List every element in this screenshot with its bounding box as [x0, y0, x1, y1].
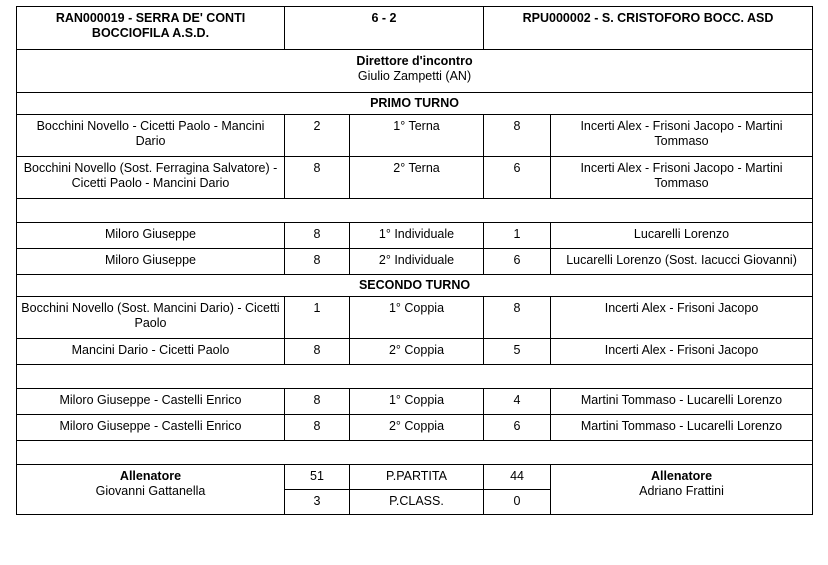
away-score: 6: [484, 415, 551, 441]
home-players: Miloro Giuseppe: [17, 249, 285, 275]
section-primo-turno: [17, 93, 813, 115]
away-class-points: 0: [484, 490, 551, 515]
home-score: 8: [285, 157, 350, 199]
away-score: 6: [484, 157, 551, 199]
away-players: Incerti Alex - Frisoni Jacopo: [551, 339, 813, 365]
spacer-cell: [17, 199, 813, 223]
section-secondo-turno: [17, 275, 813, 297]
home-partita-points: 51: [285, 465, 350, 490]
match-row: [17, 223, 813, 249]
home-players: Bocchini Novello (Sost. Mancini Dario) - Cicetti Paolo: [17, 297, 285, 339]
home-score: 8: [285, 389, 350, 415]
home-score: 8: [285, 249, 350, 275]
footer-row-partita: [17, 465, 813, 490]
away-players: Martini Tommaso - Lucarelli Lorenzo: [551, 415, 813, 441]
game-type: 1° Terna: [350, 115, 484, 157]
away-score: 4: [484, 389, 551, 415]
section-title: PRIMO TURNO: [17, 93, 813, 115]
match-row: [17, 249, 813, 275]
away-score: 1: [484, 223, 551, 249]
away-partita-points: 44: [484, 465, 551, 490]
director-row: [17, 50, 813, 93]
match-row: [17, 157, 813, 199]
away-coach-label: Allenatore: [650, 469, 713, 483]
home-players: Mancini Dario - Cicetti Paolo: [17, 339, 285, 365]
game-type: 2° Coppia: [350, 415, 484, 441]
game-type: 1° Coppia: [350, 297, 484, 339]
home-players: Bocchini Novello - Cicetti Paolo - Mancini Dario: [17, 115, 285, 157]
match-row: [17, 415, 813, 441]
home-score: 2: [285, 115, 350, 157]
away-score: 8: [484, 297, 551, 339]
game-type: 2° Terna: [350, 157, 484, 199]
game-type: 2° Coppia: [350, 339, 484, 365]
home-score: 1: [285, 297, 350, 339]
home-class-points: 3: [285, 490, 350, 515]
match-row: [17, 389, 813, 415]
home-coach-cell: [17, 465, 285, 515]
home-team-name: RAN000019 - SERRA DE' CONTI BOCCIOFILA A.S.D.: [17, 7, 285, 50]
away-score: 6: [484, 249, 551, 275]
away-players: Incerti Alex - Frisoni Jacopo: [551, 297, 813, 339]
match-row: [17, 115, 813, 157]
away-score: 5: [484, 339, 551, 365]
spacer-row: [17, 199, 813, 223]
spacer-cell: [17, 365, 813, 389]
spacer-row: [17, 441, 813, 465]
match-score: 6 - 2: [285, 7, 484, 50]
director-cell: [17, 50, 813, 93]
home-coach-label: Allenatore: [119, 469, 182, 483]
partita-label: P.PARTITA: [350, 465, 484, 490]
game-type: 1° Coppia: [350, 389, 484, 415]
director-label: Direttore d'incontro: [356, 54, 473, 68]
game-type: 1° Individuale: [350, 223, 484, 249]
home-score: 8: [285, 339, 350, 365]
section-title: SECONDO TURNO: [17, 275, 813, 297]
away-players: Incerti Alex - Frisoni Jacopo - Martini Tommaso: [551, 115, 813, 157]
class-label: P.CLASS.: [350, 490, 484, 515]
match-row: [17, 339, 813, 365]
home-score: 8: [285, 415, 350, 441]
away-players: Lucarelli Lorenzo (Sost. Iacucci Giovanni): [551, 249, 813, 275]
away-players: Martini Tommaso - Lucarelli Lorenzo: [551, 389, 813, 415]
spacer-row: [17, 365, 813, 389]
home-players: Miloro Giuseppe - Castelli Enrico: [17, 415, 285, 441]
away-coach-name: Adriano Frattini: [639, 484, 724, 498]
home-players: Bocchini Novello (Sost. Ferragina Salvatore) - Cicetti Paolo - Mancini Dario: [17, 157, 285, 199]
away-coach-cell: [551, 465, 813, 515]
match-report-table: [16, 6, 813, 515]
home-players: Miloro Giuseppe: [17, 223, 285, 249]
away-score: 8: [484, 115, 551, 157]
header-row: [17, 7, 813, 50]
home-score: 8: [285, 223, 350, 249]
home-players: Miloro Giuseppe - Castelli Enrico: [17, 389, 285, 415]
match-row: [17, 297, 813, 339]
away-team-name: RPU000002 - S. CRISTOFORO BOCC. ASD: [484, 7, 813, 50]
away-players: Lucarelli Lorenzo: [551, 223, 813, 249]
home-coach-name: Giovanni Gattanella: [95, 484, 206, 498]
away-players: Incerti Alex - Frisoni Jacopo - Martini Tommaso: [551, 157, 813, 199]
spacer-cell: [17, 441, 813, 465]
game-type: 2° Individuale: [350, 249, 484, 275]
director-name: Giulio Zampetti (AN): [357, 69, 472, 83]
